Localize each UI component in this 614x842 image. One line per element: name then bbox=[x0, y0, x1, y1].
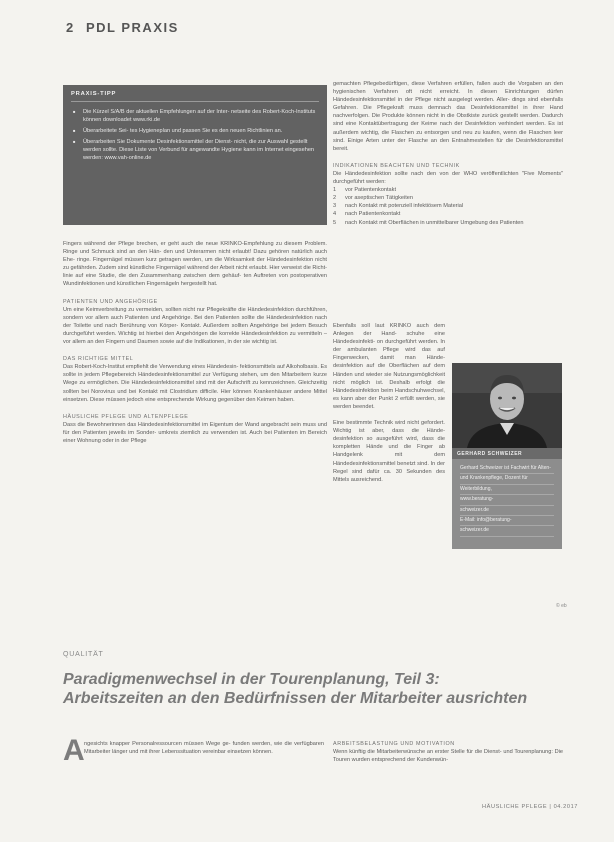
paragraph: gemachten Pflegebedürftigen, diese Verfahren erfüllen, fallen auch die Vorgaben an den hygienischen Verfahren oft nicht erreicht. In diesen Einrichtungen dürfen Händedesinfektionsmittel in der Pflege nicht ausgelegt werden. Aller- dings sind ebenfalls Gefahren. Die Pflegekraft muss demnach das Desinfektionsmittel in ihrer Hand nachverfolgen. Die Produkte können nicht in die Obstkiste zurück gestellt werden. Dadurch sind eine Kontaktübertragung der Keime nach der Desinfektion verhindert werden. Es ist außerdem wichtig, die Flaschen zu entsorgen und neu zu kaufen, wenn die Flaschen leer sind. Einige Arten unter der Flasche an den Entnahmestellen für die Desinfektionsmittel bereit. bbox=[333, 81, 563, 152]
subheading: PATIENTEN UND ANGEHÖRIGE bbox=[63, 298, 158, 305]
drop-cap: A bbox=[63, 734, 85, 767]
author-name: GERHARD SCHWEIZER bbox=[452, 448, 562, 459]
portrait-image bbox=[452, 363, 562, 448]
five-moments-list bbox=[333, 186, 563, 226]
tip-title: PRAXIS-TIPP bbox=[71, 91, 117, 97]
bio-line: schweizer.de bbox=[460, 527, 554, 536]
article-lead bbox=[84, 740, 324, 756]
photo-credit: © eb bbox=[556, 603, 567, 609]
article-right-column bbox=[333, 740, 563, 764]
subheading: DAS RICHTIGE MITTEL bbox=[63, 356, 134, 363]
tip-list bbox=[71, 108, 319, 163]
title-line: Paradigmenwechsel in der Tourenplanung, Teil 3: bbox=[63, 671, 440, 688]
paragraph: Wenn künftig die Mitarbeiterwünsche an erster Stelle für die Dienst- und Tourenplanung: Die Touren wurden entsprechend der Kundenwün- bbox=[333, 749, 563, 764]
page-footer: HÄUSLICHE PFLEGE | 04.2017 bbox=[481, 804, 578, 810]
tip-divider bbox=[71, 101, 319, 102]
list-item: 4 nach Patientenkontakt bbox=[333, 211, 401, 218]
bio-line: www.beratung- bbox=[460, 496, 554, 505]
paragraph: Um eine Keimverbreitung zu vermeiden, sollten nicht nur Pflegekräfte die Händedesinfektion durchführen, sondern vor allem auch Patienten und Angehörige. Bei den Patienten sollte die Händedesinfektion nach der Toilette und nach Berührung von Körper- Kontakt. Außerdem sollten Angehörige bei jedem Besuch durchgeführt werden. Wichtig ist hierbei den Angehörigen die korrekte Händedesinfektion zu vermitteln – vor allem an den Fingern und Daumen sowie auf die Indikationen, in der sie wichtig ist. bbox=[63, 306, 327, 346]
left-column bbox=[63, 240, 327, 445]
tip-item: ■ Überarbeitete Sei- tes Hygieneplan und passen Sie es den neuen Richtlinien an. bbox=[71, 127, 319, 135]
subheading: INDIKATIONEN BEACHTEN UND TECHNIK bbox=[333, 162, 460, 169]
bio-line: E-Mail: info@beratung- bbox=[460, 517, 554, 526]
paragraph: Eine bestimmte Technik wird nicht gefordert. Wichtig ist aber, dass die Hände- desinfektion so ausgeführt wird, dass die kompletten Hände und die Finger ab Handgelenk mit dem Händedesinfektionsmittel benetzt sind. In der Regel sind dafür ca. 30 Sekunden des Mittels ausreichend. bbox=[333, 420, 445, 483]
paragraph: Ebenfalls soll laut KRINKO auch dem Anlegen der Hand- schuhe eine Händedesinfekti- on durchgeführt werden. In der ambulanten Pflege wird das auf Fingerwecken, damit man Hände- desinfektion auf die Oberflächen auf dem Händen und wieder sie Nutzungsmöglichkeit nicht möglich ist. Deshalb erfolgt die Händedesinfektion beim Handschuhwechsel, es kann aber der Punkt 2 erfüllt werden, sie werden beendet. bbox=[333, 323, 445, 410]
bio-line: schweizer.de bbox=[460, 507, 554, 516]
paragraph: Fingers während der Pflege brechen, er geht auch die neue KRINKO-Empfehlung zu diesem Problem. Ringe und Schmuck sind an den Hän- den und Unterarmen nicht erlaubt! Dazu gehören natürlich auch Ehe- ringe. Fingernägel müssen kurz getragen werden, um die Wirksamkeit der Händedesinfektion nicht zu gefährden. Zudem sind künstliche Fingernägel während der Arbeit nicht erlaubt. Hier verweist die Richt- linie auf eine Studie, die den Zusammenhang zwischen dem gehäuf- ten Auftreten von postoperativen Wundinfektionen und künstlichen Fingernägeln hergestellt hat. bbox=[63, 241, 327, 288]
bio-line: Weiterbildung, bbox=[460, 486, 554, 495]
bio-line: Gerhard Schweizer ist Fachwirt für Alten- bbox=[460, 465, 554, 474]
section-label: QUALITÄT bbox=[63, 651, 104, 658]
practice-tip-box bbox=[63, 85, 327, 225]
list-item: 3 nach Kontakt mit potenziell infektiösem Material bbox=[333, 203, 464, 210]
subheading: ARBEITSBELASTUNG UND MOTIVATION bbox=[333, 741, 455, 747]
subheading: HÄUSLICHE PFLEGE UND ALTENPFLEGE bbox=[63, 413, 189, 420]
tip-item: ■ Überarbeiten Sie Dokumente Desinfektionsmittel der Dienst- nicht, die zur Auswahl gestellt werden sollte. Diese Liste von Verbund für angewandte Hygiene kann im Internet eingesehen werden: www.vah-online.de bbox=[71, 138, 319, 162]
author-bio-box bbox=[452, 459, 562, 549]
paragraph: ngesichts knapper Personalressourcen müssen Wege ge- funden werden, wie die verfügbaren Mitarbeiter länger und mit ihrer Lebenssituation vereinbar einsetzen können. bbox=[84, 741, 324, 756]
article-title bbox=[63, 670, 563, 708]
title-line: Arbeitszeiten an den Bedürfnissen der Mitarbeiter ausrichten bbox=[63, 690, 528, 707]
page-number: 2 bbox=[66, 20, 75, 35]
right-column-top bbox=[333, 80, 563, 227]
paragraph: Dass die Bewohnerinnen das Händedesinfektionsmittel im Eigentum der Wand angebracht sein muss und für den Patienten jeweils im Sonder- umkreis ziemlich zu verwenden ist. Auch bei Patienten im Bereich einer Wohnung oder in der Pflege bbox=[63, 421, 327, 444]
bio-line: und Krankenpflege, Dozent für bbox=[460, 475, 554, 484]
right-column-narrow bbox=[333, 322, 445, 484]
list-item: 5 nach Kontakt mit Oberflächen in unmittelbarer Umgebung des Patienten bbox=[333, 219, 524, 226]
tip-item: ■ Die Kürzel S/A/B der aktuellen Empfehlungen auf der Inter- netseite des Robert-Koch-Instituts können downloadet www.rki.de bbox=[71, 108, 319, 124]
author-photo bbox=[452, 363, 562, 448]
list-item: 1 vor Patientenkontakt bbox=[333, 187, 396, 194]
list-item: 2 vor aseptischen Tätigkeiten bbox=[333, 195, 413, 202]
paragraph: Die Händedesinfektion sollte nach den von der WHO veröffentlichten "Five Moments" durchgeführt werden: bbox=[333, 170, 563, 186]
paragraph: Das Robert-Koch-Institut empfiehlt die Verwendung eines Händedesin- fektionsmittels auf Alkoholbasis. Es sollte in jedem Pflegebereich Händedesinfektionsmittel zur Verfügung stehen, um den Mitarbeitern kurze Wege zu ermöglichen. Die Händedesinfektionsmittel sind mit der Aufschrift zu kennzeichnen. Gleichzeitig sollten bei Norovirus und bei Kontakt mit Clostridium difficile. Hier können Krankenhäuser andere Mittel einsetzen. Diese müssen jedoch eine entsprechende Wirkung gegenüber den Keimen haben. bbox=[63, 364, 327, 403]
running-header: PDL PRAXIS bbox=[86, 20, 179, 35]
